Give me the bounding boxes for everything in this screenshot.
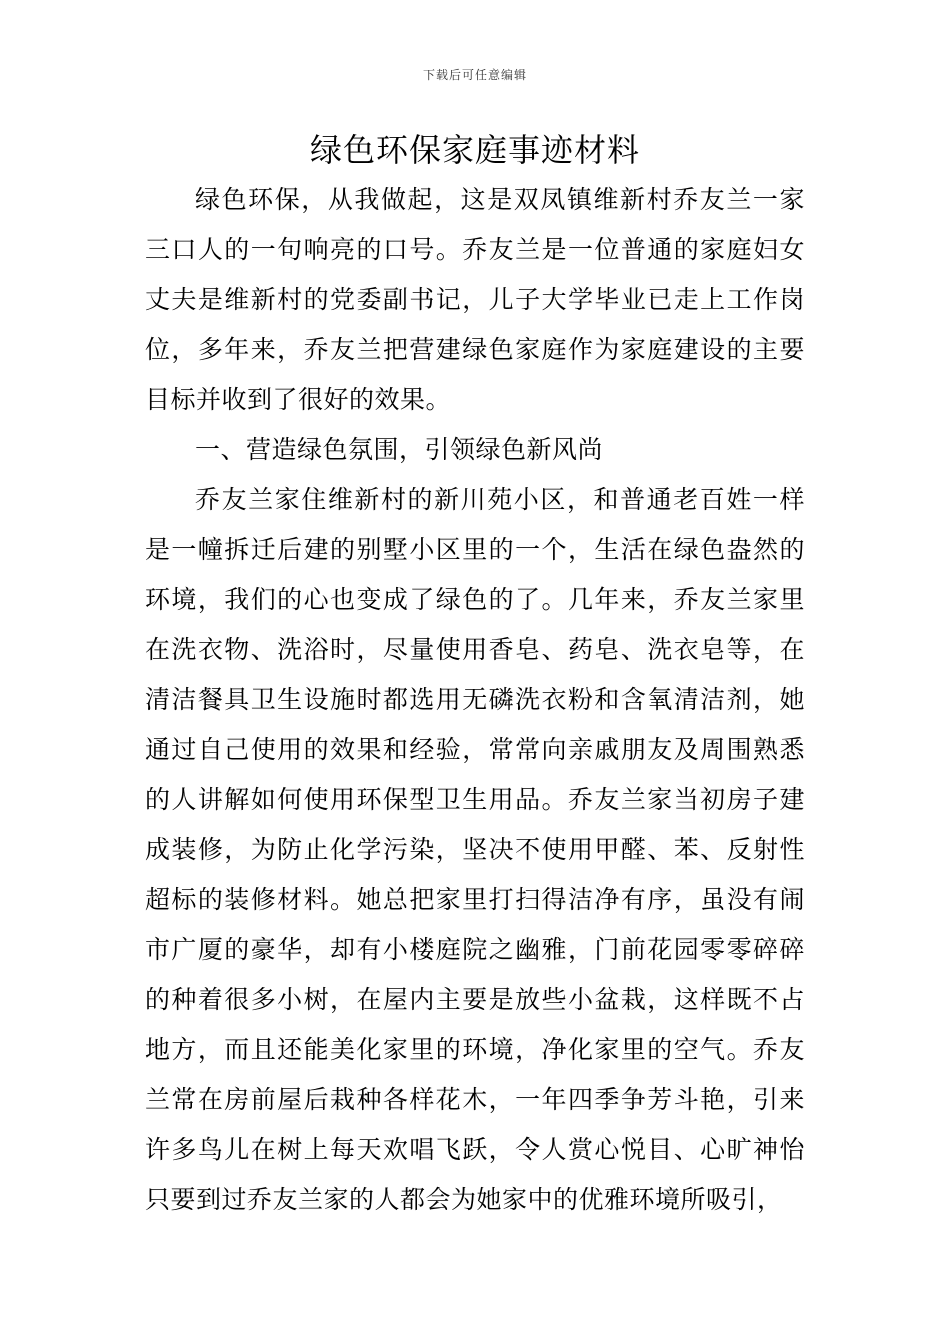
header-note: 下载后可任意编辑 bbox=[422, 68, 527, 82]
document-title: 绿色环保家庭事迹材料 bbox=[309, 131, 640, 169]
section-heading-1: 一、营造绿色氛围，引领绿色新风尚 bbox=[195, 435, 604, 464]
document-body bbox=[145, 175, 805, 1225]
paragraph-section-1: 乔友兰家住维新村的新川苑小区，和普通老百姓一样是一幢拆迁后建的别墅小区里的一个，生活在绿色盎然的环境，我们的心也变成了绿色的了。几年来，乔友兰家里在洗衣物、洗浴时，尽量使用香皂、药皂、洗衣皂等，在清洁餐具卫生设施时都选用无磷洗衣粉和含氧清洁剂，她通过自己使用的效果和经验，常常向亲戚朋友及周围熟悉的人讲解如何使用环保型卫生用品。乔友兰家当初房子建成装修，为防止化学污染，坚决不使用甲醛、苯、反射性超标的装修材料。她总把家里打扫得洁净有序，虽没有闹市广厦的豪华，却有小楼庭院之幽雅，门前花园零零碎碎的种着很多小树，在屋内主要是放些小盆栽，这样既不占地方，而且还能美化家里的环境，净化家里的空气。乔友兰常在房前屋后栽种各样花木，一年四季争芳斗艳，引来许多鸟儿在树上每天欢唱飞跃，令人赏心悦目、心旷神怡只要到过乔友兰家的人都会为她家中的优雅环境所吸引， bbox=[145, 485, 805, 1214]
paragraph-intro: 绿色环保，从我做起，这是双凤镇维新村乔友兰一家三口人的一句响亮的口号。乔友兰是一位普通的家庭妇女丈夫是维新村的党委副书记，儿子大学毕业已走上工作岗位，多年来，乔友兰把营建绿色家庭作为家庭建设的主要目标并收到了很好的效果。 bbox=[145, 185, 805, 414]
